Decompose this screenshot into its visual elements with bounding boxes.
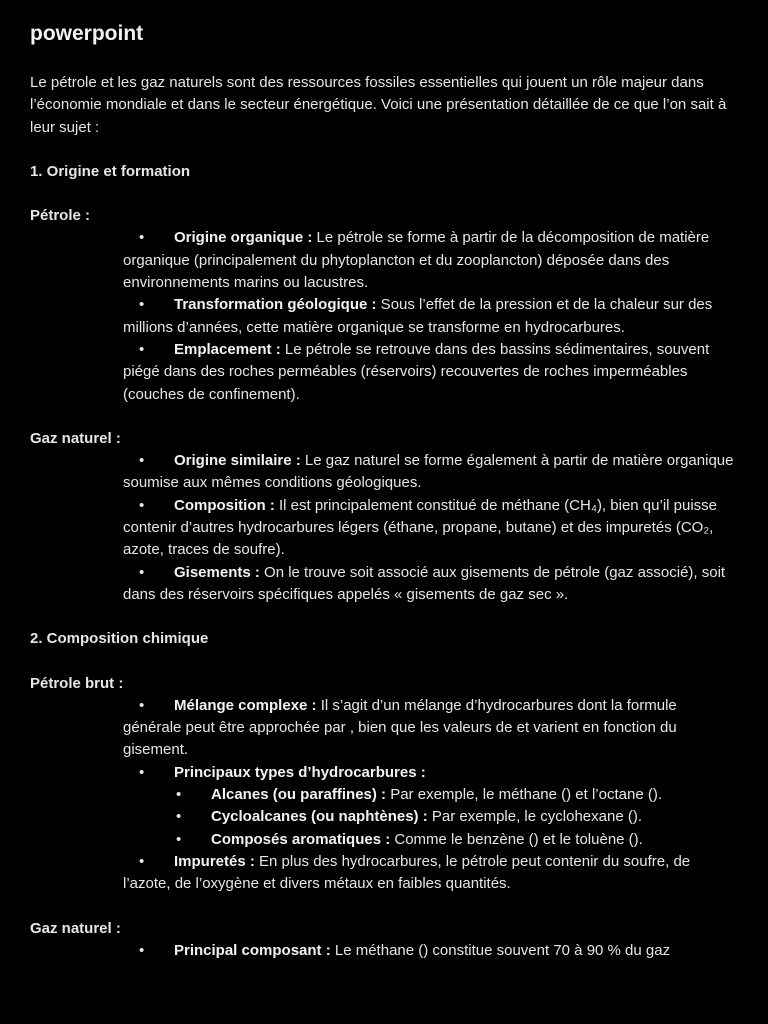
document-title: powerpoint	[30, 22, 144, 45]
item-term: Alcanes (ou paraffines) :	[211, 786, 387, 804]
item-term: Origine similaire :	[174, 452, 301, 470]
section-heading-composition: 2. Composition chimique	[30, 630, 209, 648]
item-term: Principaux types d’hydrocarbures :	[174, 763, 426, 781]
item-text: Il s’agit d’un mélange d’hydrocarbures dont la formule générale peut être approchée par , bien que les valeurs de et varient en fonction du gisement.	[123, 696, 677, 759]
item-text: Par exemple, le cyclohexane ().	[427, 808, 642, 826]
list-item	[123, 227, 734, 294]
item-text: Il est principalement constitué de méthane (CH₄), bien qu’il puisse contenir d’autres hydrocarbures légers (éthane, propane, butane) et des impuretés (CO₂, azote, traces de soufre).	[123, 496, 718, 559]
item-term: Transformation géologique :	[174, 296, 377, 314]
item-term: Mélange complexe :	[174, 696, 317, 714]
item-term: Origine organique :	[174, 229, 313, 247]
item-text: Par exemple, le méthane () et l’octane ().	[386, 786, 663, 804]
item-term: Composition :	[174, 496, 275, 514]
item-text: En plus des hydrocarbures, le pétrole peut contenir du soufre, de l’azote, de l’oxygène et divers métaux en faibles quantités.	[123, 852, 691, 893]
subheading-gaz-naturel-2: Gaz naturel :	[30, 919, 121, 937]
bullet-icon: •	[139, 340, 145, 358]
bullet-icon: •	[139, 229, 145, 247]
item-term: Gisements :	[174, 563, 260, 581]
intro-paragraph: Le pétrole et les gaz naturels sont des ressources fossiles essentielles qui jouent un rôle majeur dans l’économie mondiale et dans le secteur énergétique. Voici une présentation détaillée de ce que l’on sait à leur sujet :	[30, 74, 727, 136]
bullet-icon: •	[176, 786, 182, 804]
list-petrole	[123, 227, 734, 405]
bullet-icon: •	[139, 852, 145, 870]
sub-list-hydrocarbures	[123, 784, 734, 851]
list-gaz-naturel-2	[123, 940, 734, 962]
sub-list-item	[123, 829, 734, 851]
item-text: Le gaz naturel se forme également à partir de matière organique soumise aux mêmes conditions géologiques.	[123, 452, 734, 492]
bullet-icon: •	[139, 563, 145, 581]
item-text: On le trouve soit associé aux gisements de pétrole (gaz associé), soit dans des réservoirs spécifiques appelés « gisements de gaz sec ».	[123, 563, 726, 603]
bullet-icon: •	[176, 830, 182, 848]
list-item	[123, 762, 734, 784]
bullet-icon: •	[139, 496, 145, 514]
list-item	[123, 940, 734, 962]
item-text: Le pétrole se retrouve dans des bassins sédimentaires, souvent piégé dans des roches perméables (réservoirs) recouvertes de roches imperméables (couches de confinement).	[123, 340, 710, 403]
subheading-petrole: Pétrole :	[30, 207, 91, 225]
list-item	[123, 339, 734, 406]
list-item	[123, 562, 734, 607]
section-heading-origine: 1. Origine et formation	[30, 162, 191, 180]
item-term: Cycloalcanes (ou naphtènes) :	[211, 808, 428, 826]
bullet-icon: •	[176, 808, 182, 826]
item-term: Principal composant :	[174, 941, 331, 959]
item-text: Le pétrole se forme à partir de la décomposition de matière organique (principalement du phytoplancton et du zooplancton) déposée dans des environnements marins ou lacustres.	[123, 229, 710, 292]
list-petrole-brut	[123, 695, 734, 896]
item-text: Sous l’effet de la pression et de la chaleur sur des millions d’années, cette matière organique se transforme en hydrocarbures.	[123, 296, 713, 336]
subheading-petrole-brut: Pétrole brut :	[30, 674, 124, 692]
item-text: Comme le benzène () et le toluène ().	[390, 830, 643, 848]
list-item	[123, 450, 734, 495]
item-term: Impuretés :	[174, 852, 255, 870]
item-term: Emplacement :	[174, 340, 281, 358]
item-term: Composés aromatiques :	[211, 830, 391, 848]
bullet-icon: •	[139, 452, 145, 470]
bullet-icon: •	[139, 763, 145, 781]
list-item	[123, 695, 734, 762]
list-item	[123, 294, 734, 339]
bullet-icon: •	[139, 941, 145, 959]
list-item	[123, 495, 734, 562]
bullet-icon: •	[139, 696, 145, 714]
sub-list-item	[123, 806, 734, 828]
item-text: Le méthane () constitue souvent 70 à 90 % du gaz	[330, 941, 671, 959]
sub-list-item	[123, 784, 734, 806]
subheading-gaz-naturel: Gaz naturel :	[30, 429, 121, 447]
list-item	[123, 851, 734, 896]
list-gaz-naturel	[123, 450, 734, 606]
bullet-icon: •	[139, 296, 145, 314]
